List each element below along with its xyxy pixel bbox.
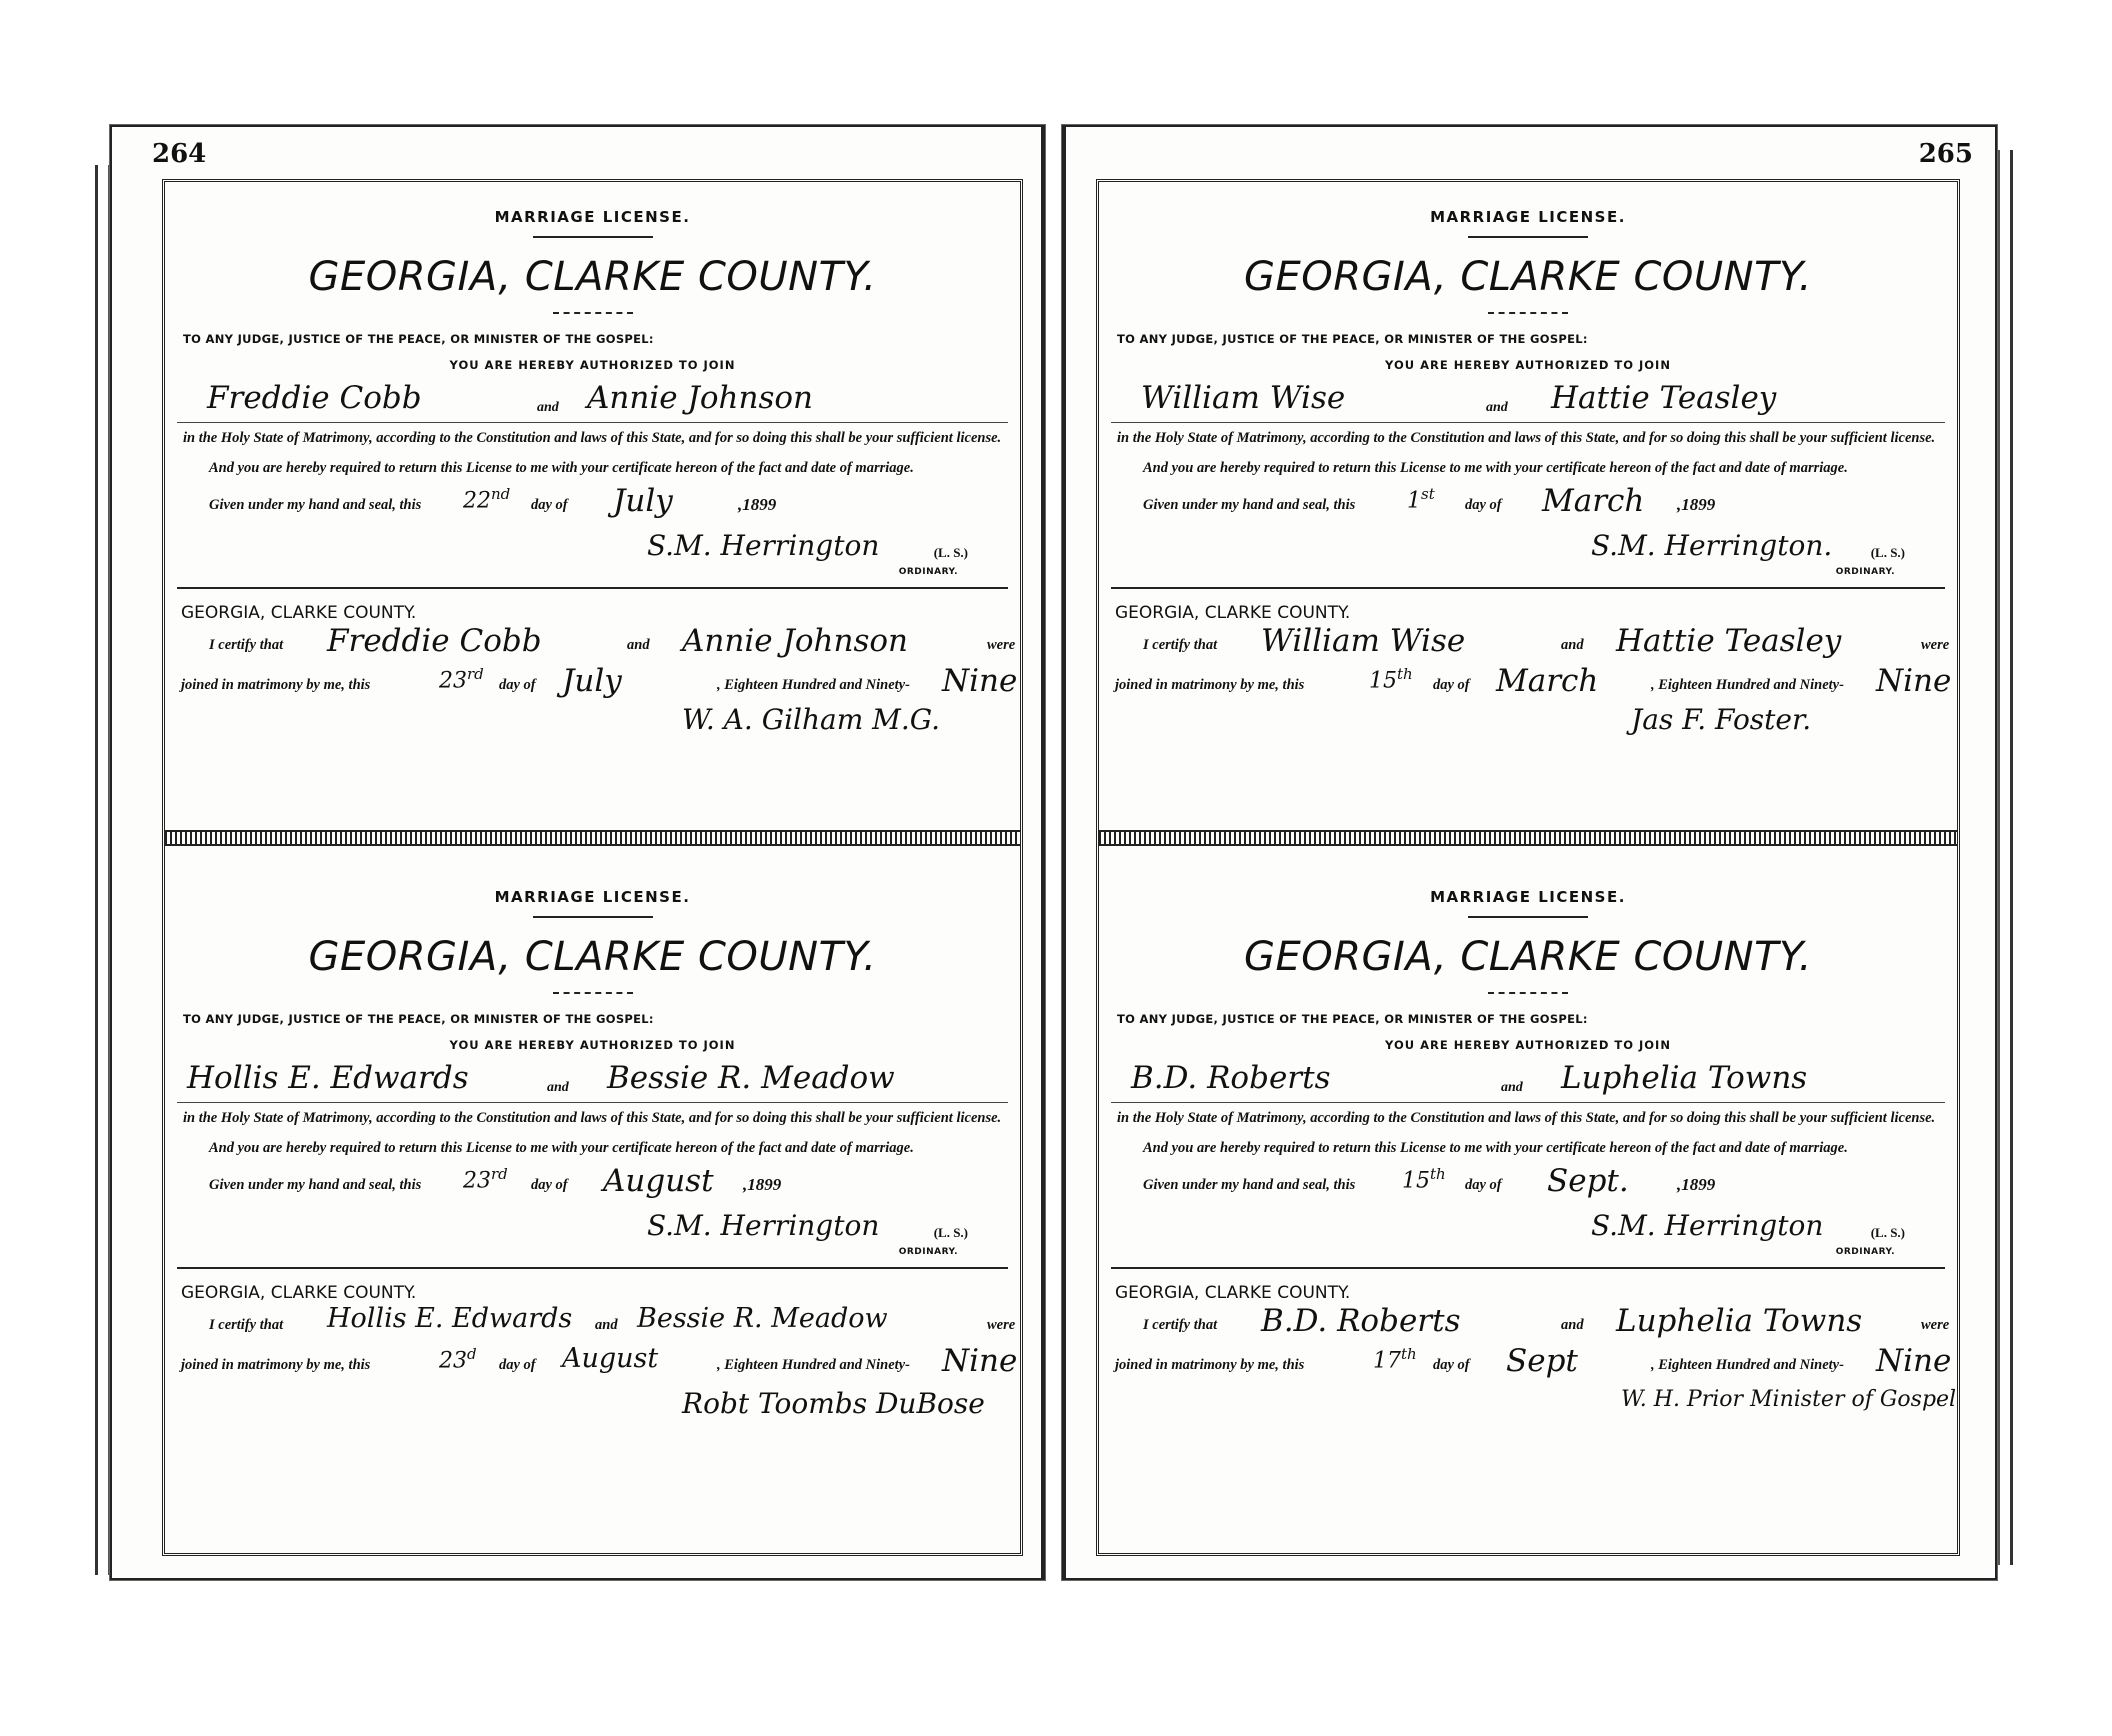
address-line: TO ANY JUDGE, JUSTICE OF THE PEACE, OR MINISTER OF THE GOSPEL: bbox=[183, 1012, 654, 1026]
eighteen-hundred-label: , Eighteen Hundred and Ninety- bbox=[717, 1357, 910, 1373]
joined-label: joined in matrimony by me, this bbox=[181, 677, 371, 693]
given-line bbox=[1117, 1163, 1945, 1205]
joined-month: August bbox=[562, 1343, 659, 1374]
address-line: TO ANY JUDGE, JUSTICE OF THE PEACE, OR MINISTER OF THE GOSPEL: bbox=[183, 332, 654, 346]
ordinary-label: ORDINARY. bbox=[898, 1247, 958, 1257]
day-of-label: day of bbox=[531, 497, 568, 513]
joined-month: Sept bbox=[1506, 1343, 1578, 1379]
matrimony-text: in the Holy State of Matrimony, according to the Constitution and laws of this State, and for so doing this shall be your sufficient license. bbox=[183, 1110, 1002, 1126]
seal-label: (L. S.) bbox=[1870, 1225, 1905, 1240]
cert-and-label: and bbox=[595, 1317, 618, 1333]
cert-and-label: and bbox=[1561, 1317, 1584, 1333]
given-label: Given under my hand and seal, this bbox=[1143, 1177, 1356, 1193]
officiant-signature: Robt Toombs DuBose bbox=[682, 1387, 985, 1420]
certify-line bbox=[177, 623, 1016, 663]
license-heading: MARRIAGE LICENSE. bbox=[1430, 888, 1626, 906]
given-day: 23rd bbox=[463, 1165, 508, 1194]
ordinary-signature: S.M. Herrington bbox=[647, 529, 880, 562]
eighteen-hundred-label: , Eighteen Hundred and Ninety- bbox=[1651, 1357, 1844, 1373]
authorized-line: YOU ARE HEREBY AUTHORIZED TO JOIN bbox=[1385, 1038, 1671, 1052]
joined-month: July bbox=[562, 663, 622, 699]
given-year: ,1899 bbox=[1677, 495, 1716, 514]
given-year: ,1899 bbox=[738, 495, 777, 514]
joined-day-of-label: day of bbox=[1433, 1357, 1470, 1373]
certificate-county: GEORGIA, CLARKE COUNTY. bbox=[1115, 1283, 1351, 1303]
and-label: and bbox=[1486, 400, 1508, 415]
bride-name: Hattie Teasley bbox=[1551, 380, 1777, 416]
marriage-license bbox=[1111, 870, 1957, 1510]
ornament-rule bbox=[553, 312, 633, 314]
matrimony-text: in the Holy State of Matrimony, according to the Constitution and laws of this State, and for so doing this shall be your sufficient license. bbox=[1117, 430, 1936, 446]
county-title: GEORGIA, CLARKE COUNTY. bbox=[308, 254, 877, 300]
ordinary-signature-line bbox=[1111, 525, 1945, 575]
given-day: 15th bbox=[1402, 1165, 1446, 1194]
cert-groom-name: Freddie Cobb bbox=[327, 623, 542, 659]
ledger-page-right bbox=[1062, 125, 1997, 1580]
county-title: GEORGIA, CLARKE COUNTY. bbox=[1243, 254, 1812, 300]
section-rule bbox=[1111, 1267, 1945, 1269]
marriage-license bbox=[177, 190, 1018, 825]
joined-day: 15th bbox=[1369, 665, 1413, 694]
officiant-line bbox=[177, 1383, 1008, 1423]
names-line bbox=[177, 378, 1008, 423]
cert-groom-name: B.D. Roberts bbox=[1261, 1303, 1461, 1339]
names-line bbox=[1111, 378, 1945, 423]
cert-bride-name: Annie Johnson bbox=[682, 623, 908, 659]
cert-and-label: and bbox=[1561, 637, 1584, 653]
certificate-county: GEORGIA, CLARKE COUNTY. bbox=[181, 1283, 417, 1303]
officiant-signature: W. H. Prior Minister of Gospel bbox=[1621, 1387, 1957, 1412]
given-day: 22nd bbox=[463, 485, 511, 514]
given-day: 1st bbox=[1407, 485, 1435, 514]
names-line bbox=[1111, 1058, 1945, 1103]
ninety-year: Nine bbox=[1876, 663, 1952, 699]
return-text: And you are hereby required to return this License to me with your certificate hereon of the fact and date of marriage. bbox=[209, 1140, 914, 1156]
were-label: were bbox=[987, 1317, 1016, 1333]
certificate-county: GEORGIA, CLARKE COUNTY. bbox=[1115, 603, 1351, 623]
certify-label: I certify that bbox=[1143, 1317, 1218, 1333]
book-spine-right bbox=[1998, 150, 2013, 1565]
joined-day: 23$^d$ bbox=[439, 1345, 477, 1374]
authorized-line: YOU ARE HEREBY AUTHORIZED TO JOIN bbox=[1385, 358, 1671, 372]
ordinary-signature: S.M. Herrington bbox=[1591, 1209, 1824, 1242]
groom-name: William Wise bbox=[1141, 380, 1346, 416]
given-label: Given under my hand and seal, this bbox=[209, 497, 422, 513]
matrimony-text: in the Holy State of Matrimony, according to the Constitution and laws of this State, and for so doing this shall be your sufficient license. bbox=[183, 430, 1002, 446]
were-label: were bbox=[1921, 637, 1950, 653]
bride-name: Bessie R. Meadow bbox=[607, 1060, 895, 1096]
given-label: Given under my hand and seal, this bbox=[209, 1177, 422, 1193]
bride-name: Luphelia Towns bbox=[1561, 1060, 1808, 1096]
given-month: Sept. bbox=[1547, 1163, 1629, 1199]
heading-rule bbox=[1468, 236, 1588, 238]
ordinary-label: ORDINARY. bbox=[1835, 1247, 1895, 1257]
names-line bbox=[177, 1058, 1008, 1103]
officiant-signature: Jas F. Foster. bbox=[1631, 703, 1812, 736]
given-month: March bbox=[1542, 483, 1645, 519]
return-text: And you are hereby required to return this License to me with your certificate hereon of the fact and date of marriage. bbox=[1143, 1140, 1848, 1156]
heading-rule bbox=[533, 916, 653, 918]
and-label: and bbox=[547, 1080, 569, 1095]
seal-label: (L. S.) bbox=[1870, 545, 1905, 560]
seal-label: (L. S.) bbox=[933, 545, 968, 560]
certificate-county: GEORGIA, CLARKE COUNTY. bbox=[181, 603, 417, 623]
license-divider bbox=[165, 830, 1020, 846]
given-line bbox=[1117, 483, 1945, 525]
given-month: August bbox=[603, 1163, 714, 1199]
were-label: were bbox=[987, 637, 1016, 653]
eighteen-hundred-label: , Eighteen Hundred and Ninety- bbox=[717, 677, 910, 693]
given-line bbox=[183, 483, 1008, 525]
section-rule bbox=[177, 1267, 1008, 1269]
book-spine-left bbox=[95, 165, 110, 1575]
given-label: Given under my hand and seal, this bbox=[1143, 497, 1356, 513]
certify-line bbox=[1111, 623, 1950, 663]
cert-and-label: and bbox=[627, 637, 650, 653]
given-line bbox=[183, 1163, 1008, 1205]
ninety-year: Nine bbox=[942, 663, 1018, 699]
certify-line bbox=[1111, 1303, 1950, 1343]
joined-label: joined in matrimony by me, this bbox=[181, 1357, 371, 1373]
joined-label: joined in matrimony by me, this bbox=[1115, 1357, 1305, 1373]
matrimony-text: in the Holy State of Matrimony, according to the Constitution and laws of this State, and for so doing this shall be your sufficient license. bbox=[1117, 1110, 1936, 1126]
cert-groom-name: William Wise bbox=[1261, 623, 1466, 659]
and-label: and bbox=[1501, 1080, 1523, 1095]
marriage-license bbox=[177, 870, 1018, 1510]
ninety-year: Nine bbox=[942, 1343, 1018, 1379]
ledger-page-left bbox=[110, 125, 1045, 1580]
given-year: ,1899 bbox=[1677, 1175, 1716, 1194]
were-label: were bbox=[1921, 1317, 1950, 1333]
heading-rule bbox=[1468, 916, 1588, 918]
address-line: TO ANY JUDGE, JUSTICE OF THE PEACE, OR MINISTER OF THE GOSPEL: bbox=[1117, 332, 1588, 346]
cert-bride-name: Bessie R. Meadow bbox=[637, 1303, 888, 1334]
license-heading: MARRIAGE LICENSE. bbox=[1430, 208, 1626, 226]
ornament-rule bbox=[1488, 992, 1568, 994]
certify-line bbox=[177, 1303, 1016, 1343]
day-of-label: day of bbox=[1465, 497, 1502, 513]
county-title: GEORGIA, CLARKE COUNTY. bbox=[308, 934, 877, 980]
officiant-line bbox=[177, 703, 1008, 743]
county-title: GEORGIA, CLARKE COUNTY. bbox=[1243, 934, 1812, 980]
and-label: and bbox=[537, 400, 559, 415]
section-rule bbox=[177, 587, 1008, 589]
marriage-license bbox=[1111, 190, 1952, 825]
address-line: TO ANY JUDGE, JUSTICE OF THE PEACE, OR MINISTER OF THE GOSPEL: bbox=[1117, 1012, 1588, 1026]
certify-label: I certify that bbox=[209, 1317, 284, 1333]
ordinary-signature-line bbox=[177, 525, 1008, 575]
groom-name: B.D. Roberts bbox=[1131, 1060, 1331, 1096]
joined-line bbox=[1111, 1343, 1952, 1383]
cert-bride-name: Hattie Teasley bbox=[1616, 623, 1842, 659]
officiant-signature: W. A. Gilham M.G. bbox=[682, 703, 941, 736]
joined-day-of-label: day of bbox=[1433, 677, 1470, 693]
joined-line bbox=[177, 1343, 1018, 1383]
eighteen-hundred-label: , Eighteen Hundred and Ninety- bbox=[1651, 677, 1844, 693]
license-heading: MARRIAGE LICENSE. bbox=[494, 208, 691, 226]
certify-label: I certify that bbox=[1143, 637, 1218, 653]
page-frame bbox=[1096, 179, 1960, 1556]
officiant-line bbox=[1111, 1383, 1957, 1423]
cert-bride-name: Luphelia Towns bbox=[1616, 1303, 1863, 1339]
seal-label: (L. S.) bbox=[933, 1225, 968, 1240]
joined-day: 17th bbox=[1373, 1345, 1417, 1374]
given-year: ,1899 bbox=[743, 1175, 782, 1194]
license-heading: MARRIAGE LICENSE. bbox=[494, 888, 691, 906]
ordinary-label: ORDINARY. bbox=[898, 567, 958, 577]
joined-line bbox=[177, 663, 1018, 703]
joined-day-of-label: day of bbox=[499, 677, 536, 693]
authorized-line: YOU ARE HEREBY AUTHORIZED TO JOIN bbox=[449, 1038, 736, 1052]
cert-groom-name: Hollis E. Edwards bbox=[327, 1303, 573, 1334]
ninety-year: Nine bbox=[1876, 1343, 1952, 1379]
day-of-label: day of bbox=[1465, 1177, 1502, 1193]
section-rule bbox=[1111, 587, 1945, 589]
page-number: 264 bbox=[152, 139, 207, 169]
ornament-rule bbox=[1488, 312, 1568, 314]
certify-label: I certify that bbox=[209, 637, 284, 653]
page-number: 265 bbox=[1918, 139, 1973, 169]
joined-day-of-label: day of bbox=[499, 1357, 536, 1373]
joined-month: March bbox=[1496, 663, 1599, 699]
officiant-line bbox=[1111, 703, 1945, 743]
groom-name: Hollis E. Edwards bbox=[187, 1060, 469, 1096]
return-text: And you are hereby required to return this License to me with your certificate hereon of the fact and date of marriage. bbox=[209, 460, 914, 476]
bride-name: Annie Johnson bbox=[587, 380, 813, 416]
ordinary-signature: S.M. Herrington bbox=[647, 1209, 880, 1242]
groom-name: Freddie Cobb bbox=[207, 380, 422, 416]
page-frame bbox=[162, 179, 1023, 1556]
day-of-label: day of bbox=[531, 1177, 568, 1193]
license-divider bbox=[1099, 830, 1957, 846]
ordinary-signature-line bbox=[177, 1205, 1008, 1255]
ornament-rule bbox=[553, 992, 633, 994]
authorized-line: YOU ARE HEREBY AUTHORIZED TO JOIN bbox=[449, 358, 736, 372]
joined-label: joined in matrimony by me, this bbox=[1115, 677, 1305, 693]
joined-line bbox=[1111, 663, 1952, 703]
heading-rule bbox=[533, 236, 653, 238]
ordinary-signature: S.M. Herrington. bbox=[1591, 529, 1833, 562]
given-month: July bbox=[613, 483, 673, 519]
ordinary-signature-line bbox=[1111, 1205, 1945, 1255]
joined-day: 23rd bbox=[439, 665, 484, 694]
return-text: And you are hereby required to return this License to me with your certificate hereon of the fact and date of marriage. bbox=[1143, 460, 1848, 476]
ordinary-label: ORDINARY. bbox=[1835, 567, 1895, 577]
